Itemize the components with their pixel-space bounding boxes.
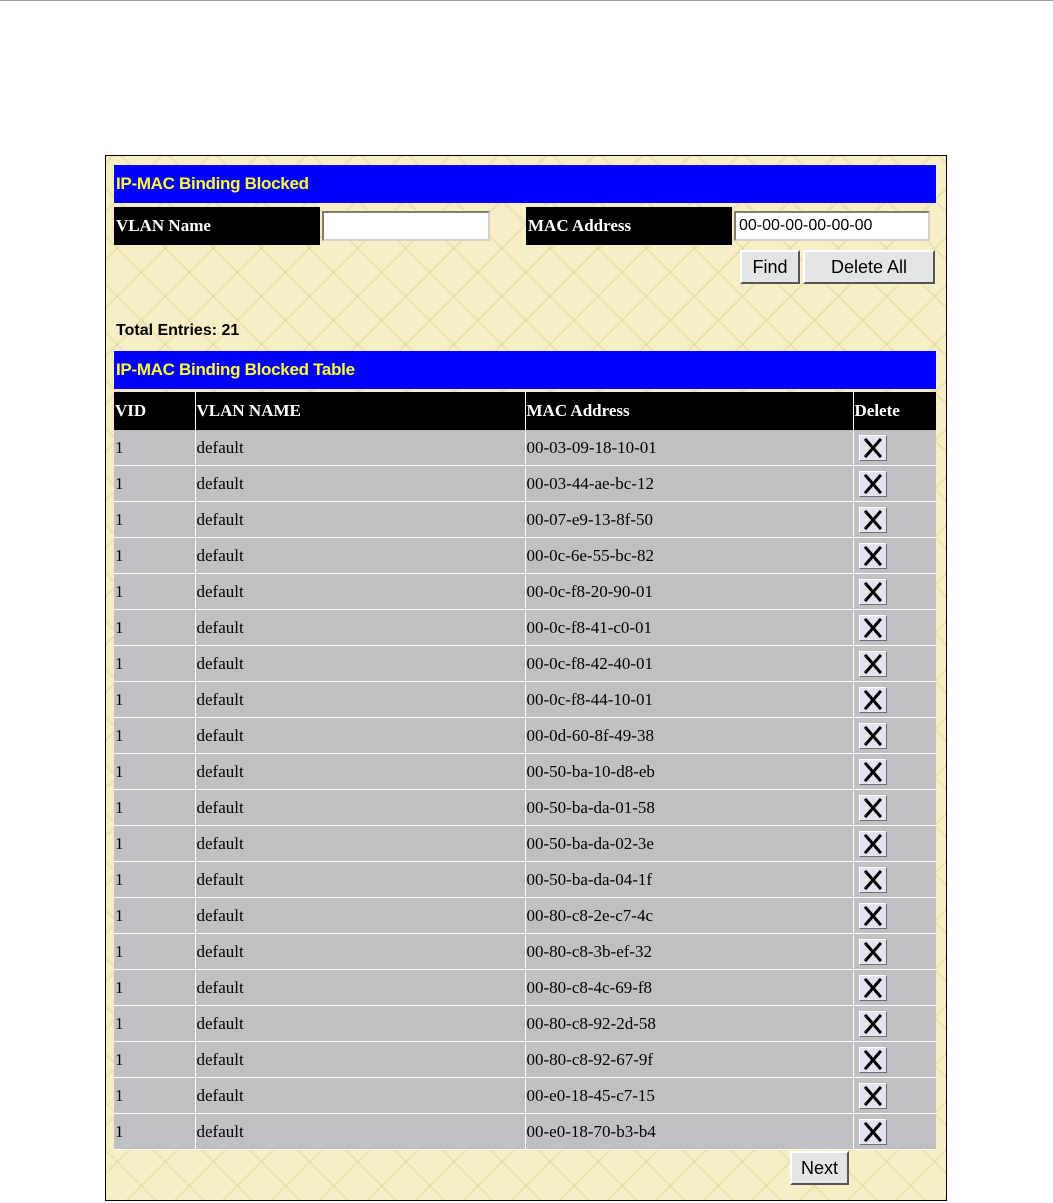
delete-row-button[interactable]: [859, 1119, 887, 1145]
vlan-name-cell: default: [195, 646, 525, 682]
delete-cell: [853, 466, 936, 502]
mac-address-cell: 00-80-c8-92-67-9f: [525, 1042, 853, 1078]
delete-cell: [853, 754, 936, 790]
table-row: [114, 538, 936, 574]
table-body: [114, 430, 936, 1150]
vid-cell: 1: [114, 826, 195, 862]
table-row: [114, 1078, 936, 1114]
delete-cell: [853, 574, 936, 610]
mac-address-cell: 00-0c-f8-41-c0-01: [525, 610, 853, 646]
delete-row-button[interactable]: [859, 1047, 887, 1073]
delete-row-button[interactable]: [859, 903, 887, 929]
vlan-name-cell: default: [195, 1042, 525, 1078]
mac-address-cell: 00-0c-f8-20-90-01: [525, 574, 853, 610]
table-row: [114, 934, 936, 970]
section-title-bar: IP-MAC Binding Blocked: [114, 165, 936, 203]
delete-row-button[interactable]: [859, 723, 887, 749]
vlan-name-input[interactable]: [322, 211, 490, 241]
delete-row-button[interactable]: [859, 759, 887, 785]
mac-address-cell: 00-07-e9-13-8f-50: [525, 502, 853, 538]
mac-address-input[interactable]: [734, 211, 930, 241]
mac-address-cell: 00-e0-18-70-b3-b4: [525, 1114, 853, 1150]
close-x-icon: [860, 580, 886, 604]
delete-row-button[interactable]: [859, 507, 887, 533]
vlan-name-cell: default: [195, 466, 525, 502]
table-row: [114, 862, 936, 898]
table-row: [114, 1006, 936, 1042]
table-row: [114, 430, 936, 466]
vid-cell: 1: [114, 466, 195, 502]
vid-cell: 1: [114, 682, 195, 718]
mac-address-cell: 00-80-c8-3b-ef-32: [525, 934, 853, 970]
vid-cell: 1: [114, 718, 195, 754]
column-header-vid: VID: [114, 392, 195, 430]
vlan-name-cell: default: [195, 934, 525, 970]
close-x-icon: [860, 832, 886, 856]
delete-row-button[interactable]: [859, 687, 887, 713]
vlan-name-cell: default: [195, 502, 525, 538]
column-header-delete: Delete: [853, 392, 936, 430]
table-row: [114, 610, 936, 646]
vid-cell: 1: [114, 970, 195, 1006]
table-row: [114, 790, 936, 826]
delete-cell: [853, 1078, 936, 1114]
next-button[interactable]: Next: [790, 1151, 849, 1185]
delete-all-button[interactable]: Delete All: [803, 250, 935, 284]
close-x-icon: [860, 436, 886, 460]
delete-row-button[interactable]: [859, 867, 887, 893]
close-x-icon: [860, 688, 886, 712]
delete-row-button[interactable]: [859, 579, 887, 605]
mac-address-cell: 00-80-c8-4c-69-f8: [525, 970, 853, 1006]
close-x-icon: [860, 1048, 886, 1072]
delete-cell: [853, 826, 936, 862]
table-row: [114, 574, 936, 610]
delete-cell: [853, 934, 936, 970]
find-button[interactable]: Find: [740, 250, 800, 284]
table-title-bar: IP-MAC Binding Blocked Table: [114, 351, 936, 389]
vid-cell: 1: [114, 898, 195, 934]
vid-cell: 1: [114, 934, 195, 970]
mac-address-cell: 00-03-44-ae-bc-12: [525, 466, 853, 502]
table-row: [114, 646, 936, 682]
vid-cell: 1: [114, 538, 195, 574]
close-x-icon: [860, 760, 886, 784]
delete-row-button[interactable]: [859, 471, 887, 497]
delete-row-button[interactable]: [859, 939, 887, 965]
table-row: [114, 682, 936, 718]
close-x-icon: [860, 904, 886, 928]
table-row: [114, 466, 936, 502]
delete-cell: [853, 718, 936, 754]
delete-row-button[interactable]: [859, 1083, 887, 1109]
search-row: [114, 207, 936, 245]
delete-cell: [853, 898, 936, 934]
delete-cell: [853, 502, 936, 538]
table-header-row: [114, 392, 936, 430]
close-x-icon: [860, 940, 886, 964]
close-x-icon: [860, 1084, 886, 1108]
delete-cell: [853, 682, 936, 718]
close-x-icon: [860, 652, 886, 676]
delete-row-button[interactable]: [859, 831, 887, 857]
vid-cell: 1: [114, 610, 195, 646]
mac-address-cell: 00-0c-f8-42-40-01: [525, 646, 853, 682]
ip-mac-binding-blocked-panel: [105, 155, 947, 1201]
vid-cell: 1: [114, 1042, 195, 1078]
vlan-name-label: VLAN Name: [114, 207, 320, 245]
close-x-icon: [860, 868, 886, 892]
vid-cell: 1: [114, 1006, 195, 1042]
close-x-icon: [860, 544, 886, 568]
close-x-icon: [860, 1012, 886, 1036]
vlan-name-cell: default: [195, 1114, 525, 1150]
delete-cell: [853, 430, 936, 466]
vlan-name-cell: default: [195, 754, 525, 790]
delete-cell: [853, 1006, 936, 1042]
mac-address-cell: 00-0c-6e-55-bc-82: [525, 538, 853, 574]
mac-address-cell: 00-0d-60-8f-49-38: [525, 718, 853, 754]
delete-cell: [853, 1042, 936, 1078]
vlan-name-cell: default: [195, 826, 525, 862]
delete-cell: [853, 862, 936, 898]
close-x-icon: [860, 508, 886, 532]
close-x-icon: [860, 472, 886, 496]
delete-row-button[interactable]: [859, 435, 887, 461]
table-row: [114, 718, 936, 754]
table-row: [114, 1042, 936, 1078]
vlan-name-cell: default: [195, 430, 525, 466]
mac-address-cell: 00-80-c8-92-2d-58: [525, 1006, 853, 1042]
table-row: [114, 754, 936, 790]
mac-address-cell: 00-50-ba-da-02-3e: [525, 826, 853, 862]
vid-cell: 1: [114, 1078, 195, 1114]
vid-cell: 1: [114, 502, 195, 538]
total-entries: Total Entries: 21: [116, 322, 240, 339]
vid-cell: 1: [114, 646, 195, 682]
vlan-name-cell: default: [195, 970, 525, 1006]
vid-cell: 1: [114, 754, 195, 790]
mac-address-cell: 00-0c-f8-44-10-01: [525, 682, 853, 718]
close-x-icon: [860, 976, 886, 1000]
vlan-name-cell: default: [195, 862, 525, 898]
vlan-name-cell: default: [195, 1078, 525, 1114]
close-x-icon: [860, 1120, 886, 1144]
vlan-name-cell: default: [195, 574, 525, 610]
vlan-name-cell: default: [195, 898, 525, 934]
vid-cell: 1: [114, 574, 195, 610]
vid-cell: 1: [114, 430, 195, 466]
top-divider: [0, 0, 1053, 1]
mac-address-label: MAC Address: [526, 207, 732, 245]
table-row: [114, 898, 936, 934]
delete-row-button[interactable]: [859, 795, 887, 821]
close-x-icon: [860, 724, 886, 748]
delete-cell: [853, 790, 936, 826]
vlan-name-cell: default: [195, 790, 525, 826]
close-x-icon: [860, 616, 886, 640]
vid-cell: 1: [114, 790, 195, 826]
table-row: [114, 826, 936, 862]
mac-address-cell: 00-50-ba-10-d8-eb: [525, 754, 853, 790]
table-row: [114, 502, 936, 538]
blocked-table: [114, 392, 936, 1150]
delete-cell: [853, 538, 936, 574]
delete-row-button[interactable]: [859, 1011, 887, 1037]
vid-cell: 1: [114, 1114, 195, 1150]
column-header-vlan-name: VLAN NAME: [195, 392, 525, 430]
table-row: [114, 1114, 936, 1150]
vlan-name-cell: default: [195, 682, 525, 718]
delete-row-button[interactable]: [859, 615, 887, 641]
mac-address-cell: 00-50-ba-da-01-58: [525, 790, 853, 826]
delete-cell: [853, 970, 936, 1006]
vlan-name-cell: default: [195, 610, 525, 646]
delete-row-button[interactable]: [859, 651, 887, 677]
vid-cell: 1: [114, 862, 195, 898]
vlan-name-cell: default: [195, 718, 525, 754]
delete-cell: [853, 610, 936, 646]
vlan-name-cell: default: [195, 1006, 525, 1042]
mac-address-cell: 00-03-09-18-10-01: [525, 430, 853, 466]
table-row: [114, 970, 936, 1006]
vlan-name-cell: default: [195, 538, 525, 574]
delete-cell: [853, 646, 936, 682]
mac-address-cell: 00-e0-18-45-c7-15: [525, 1078, 853, 1114]
delete-row-button[interactable]: [859, 975, 887, 1001]
mac-address-cell: 00-50-ba-da-04-1f: [525, 862, 853, 898]
delete-cell: [853, 1114, 936, 1150]
delete-row-button[interactable]: [859, 543, 887, 569]
column-header-mac-address: MAC Address: [525, 392, 853, 430]
close-x-icon: [860, 796, 886, 820]
mac-address-cell: 00-80-c8-2e-c7-4c: [525, 898, 853, 934]
